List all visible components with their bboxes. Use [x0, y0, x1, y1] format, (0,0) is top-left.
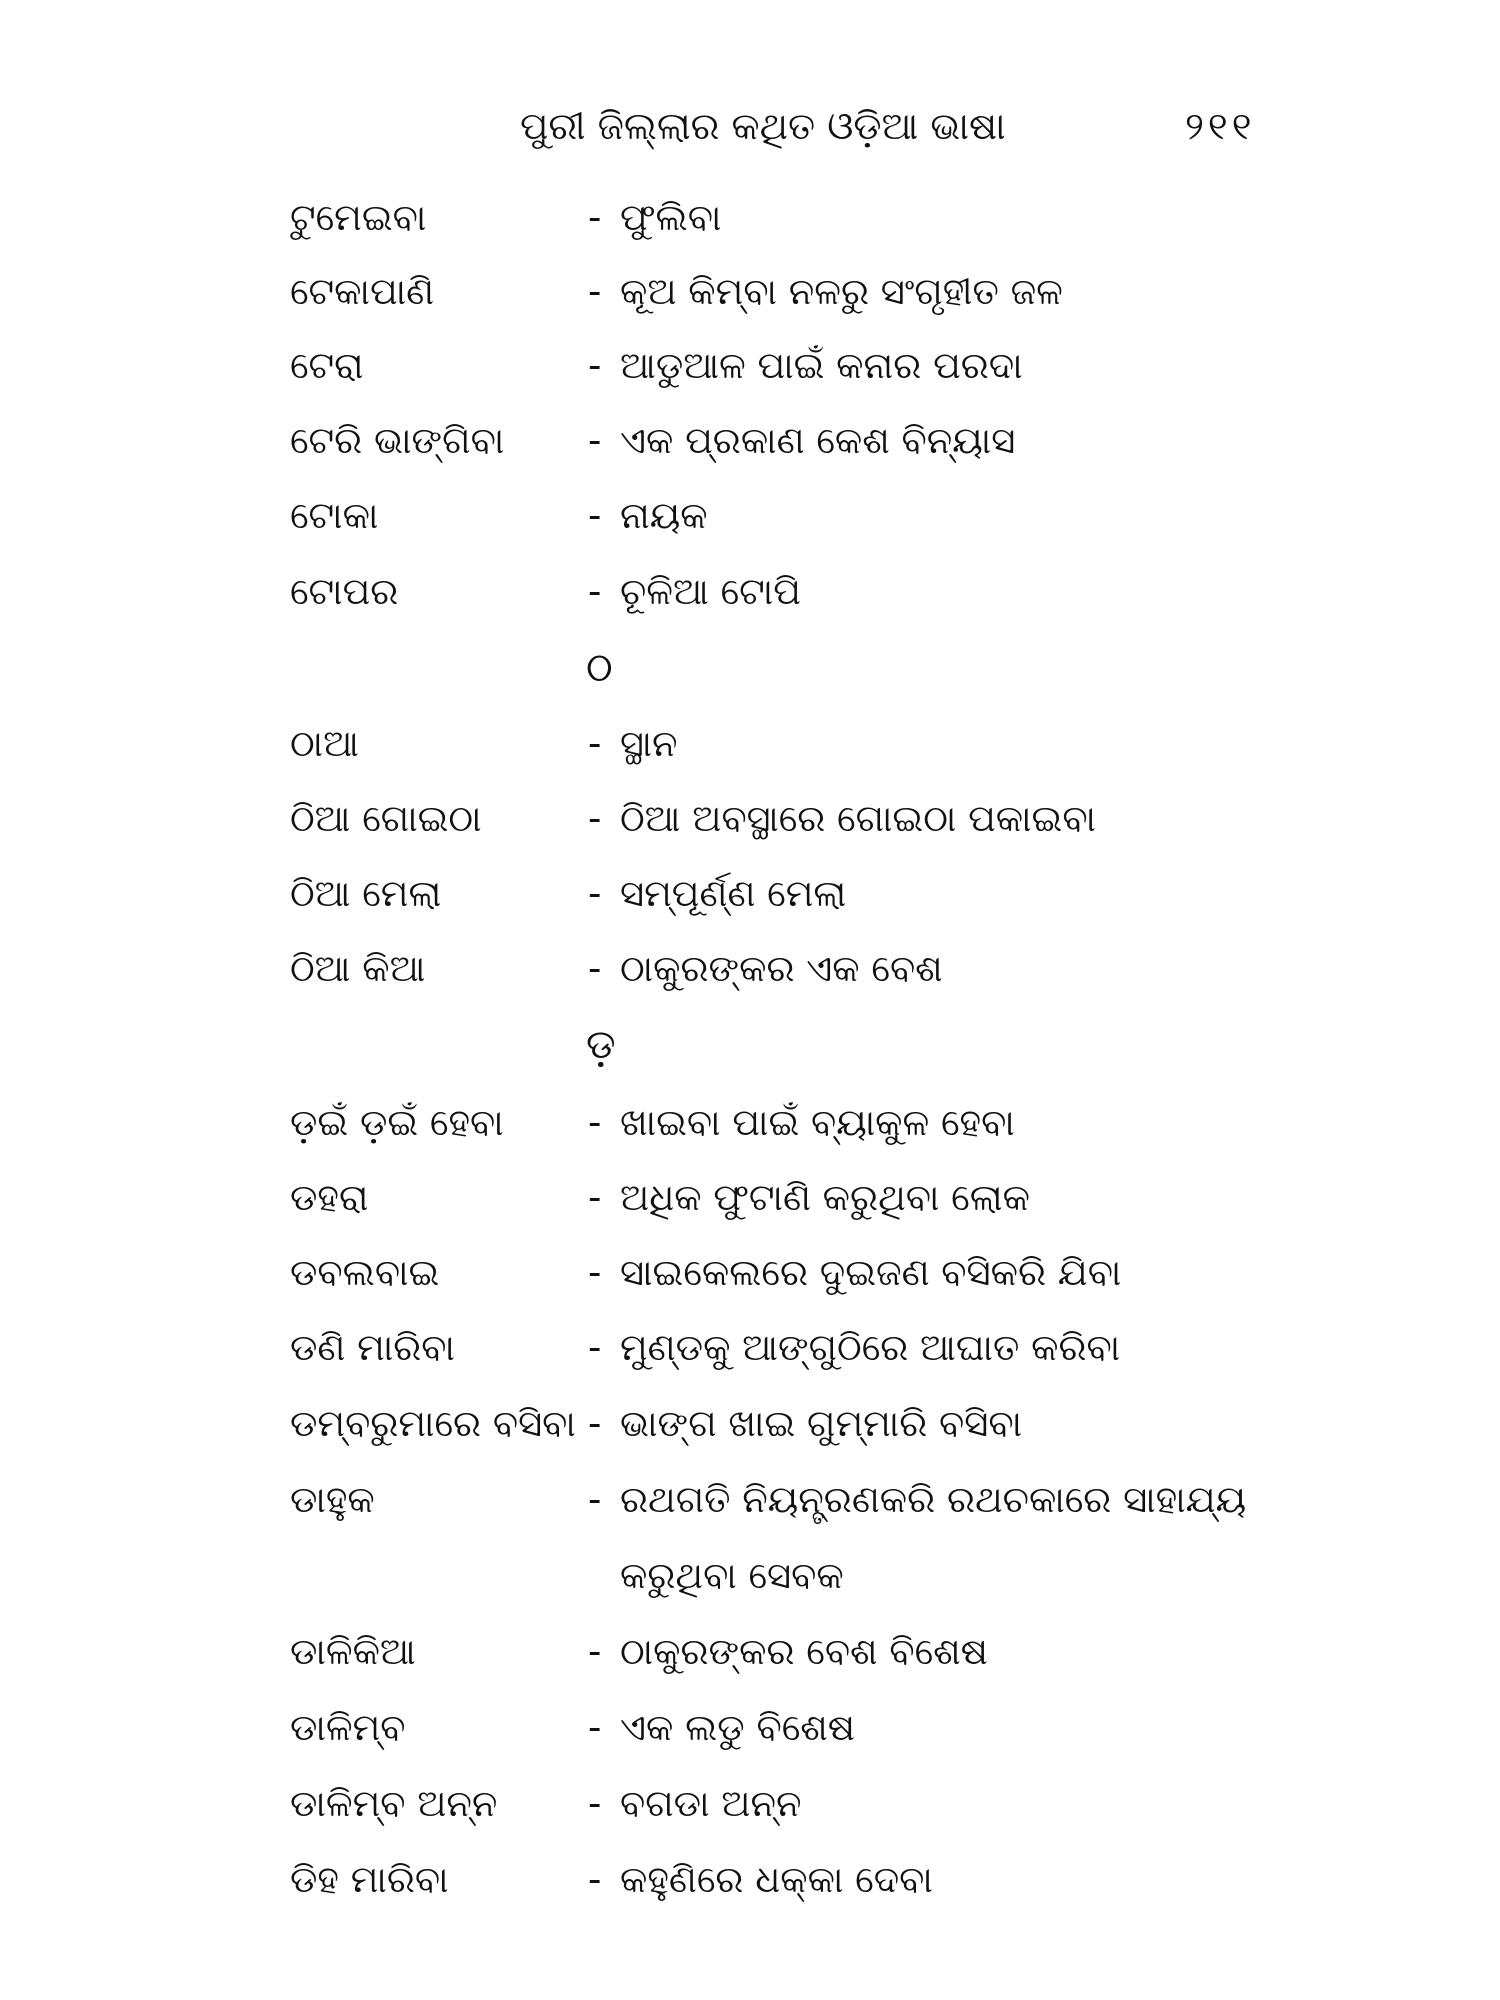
entry-meaning: ରଥଗତି ନିୟନ୍ତ୍ରଣକରି ରଥଚକାରେ ସାହାଯ୍ୟ କରୁଥିବା ସେବକ: [620, 1478, 1247, 1597]
glossary-entry: [0, 262, 1500, 322]
entry-meaning: କହୁଣିରେ ଧକ୍‌କା ଦେବା: [620, 1858, 933, 1901]
entry-meaning: ବଗଡା ଅନ୍ନ: [620, 1782, 802, 1825]
section-letter-da: ଡ଼: [586, 1022, 616, 1068]
entry-dash: -: [588, 196, 602, 239]
entry-dash: -: [588, 570, 602, 613]
entry-dash: -: [588, 797, 602, 840]
entry-meaning: ମୁଣ୍ଡକୁ ଆଙ୍ଗୁଠିରେ ଆଘାତ କରିବା: [620, 1326, 1121, 1369]
glossary-entry: [0, 1318, 1500, 1378]
entry-term: ଟୁମେଇବା: [290, 196, 427, 239]
glossary-entry: [0, 789, 1500, 849]
glossary-entry: [0, 562, 1500, 622]
entry-meaning: ଭାଙ୍ଗ ଖାଇ ଗୁମ୍‌ମାରି ବସିବା: [620, 1402, 1023, 1445]
glossary-entry: [0, 1093, 1500, 1153]
entry-term: ଡାଳିକିଆ: [290, 1630, 416, 1673]
entry-dash: -: [588, 270, 602, 313]
entry-meaning: ଏକ ପ୍ରକାଣ କେଶ ବିନ୍ୟାସ: [620, 419, 1016, 462]
glossary-entry: [0, 714, 1500, 774]
entry-meaning: ଖାଇବା ପାଇଁ ବ୍ୟାକୁଳ ହେବା: [620, 1101, 1015, 1144]
glossary-entry: [0, 1243, 1500, 1303]
entry-term: ଟେକାପାଣି: [290, 270, 435, 313]
entry-dash: -: [588, 1101, 602, 1144]
entry-term: ଡାଳିମ୍ବ: [290, 1706, 406, 1749]
glossary-entry: [0, 1168, 1500, 1228]
entry-dash: -: [588, 1858, 602, 1901]
entry-meaning: ଫୁଲିବା: [620, 196, 722, 239]
entry-dash: -: [588, 872, 602, 915]
entry-term: ଡାଳିମ୍ବ ଅନ୍ନ: [290, 1782, 498, 1825]
entry-term: ଠାଆ: [290, 722, 359, 765]
entry-dash: -: [588, 1706, 602, 1749]
entry-term: ଡହରା: [290, 1176, 369, 1219]
entry-dash: -: [588, 494, 602, 537]
entry-term: ଠିଆ କିଆ: [290, 947, 426, 990]
entry-dash: -: [588, 1176, 602, 1219]
entry-dash: -: [588, 722, 602, 765]
entry-dash: -: [588, 1326, 602, 1369]
entry-meaning: ଅଧିକ ଫୁଟାଣି କରୁଥିବା ଲୋକ: [620, 1176, 1030, 1219]
entry-meaning: ଆଡୁଆଳ ପାଇଁ କନାର ପରଦା: [620, 344, 1023, 387]
entry-term: ଠିଆ ଗୋଇଠା: [290, 797, 482, 840]
entry-dash: -: [588, 1630, 602, 1673]
entry-term: ଠିଆ ମେଲା: [290, 872, 442, 915]
entry-meaning: ଠିଆ ଅବସ୍ଥାରେ ଗୋଇଠା ପକାଇବା: [620, 797, 1096, 840]
entry-meaning: ଏକ ଲଡୁ ବିଶେଷ: [620, 1706, 856, 1749]
glossary-entry: [0, 1622, 1500, 1682]
entry-meaning: ସ୍ଥାନ: [620, 722, 678, 765]
entry-term: ଡାହୁକ: [290, 1478, 375, 1521]
glossary-entry: [0, 336, 1500, 396]
entry-meaning: ଠାକୁରଙ୍କର ଏକ ବେଶ: [620, 947, 943, 990]
entry-term: ଡମ୍ବରୁମାରେ ବସିବା: [290, 1402, 576, 1445]
entry-meaning: ସାଇକେଲରେ ଦୁଇଜଣ ବସିକରି ଯିବା: [620, 1251, 1122, 1294]
entry-meaning: ସମ୍ପୂର୍ଣ୍ଣ ମେଲା: [620, 872, 847, 915]
glossary-entry: [0, 939, 1500, 999]
page-number: ୨୧୧: [1185, 104, 1256, 148]
entry-dash: -: [588, 419, 602, 462]
entry-term: ଡଣି ମାରିବା: [290, 1326, 455, 1369]
entry-meaning: ନାୟକ: [620, 494, 708, 537]
entry-term: ଟୋକା: [290, 494, 379, 537]
entry-dash: -: [588, 947, 602, 990]
entry-term: ଟୋପର: [290, 570, 399, 613]
section-letter-tha: ଠ: [586, 645, 613, 691]
entry-term: ଡବଲବାଇ: [290, 1251, 440, 1294]
glossary-entry: [0, 411, 1500, 471]
entry-term: ଡିହ ମାରିବା: [290, 1858, 449, 1901]
running-title: ପୁରୀ ଜିଲ୍ଲାର କଥିତ ଓଡ଼ିଆ ଭାଷା: [520, 104, 1006, 148]
entry-term: ଡ଼ଇଁ ଡ଼ଇଁ ହେବା: [290, 1101, 504, 1144]
entry-dash: -: [588, 1478, 602, 1521]
entry-dash: -: [588, 1402, 602, 1445]
glossary-entry: [0, 1698, 1500, 1758]
entry-term: ଟେରା: [290, 344, 364, 387]
glossary-entry: [0, 1774, 1500, 1834]
entry-term: ଟେରି ଭାଙ୍ଗିବା: [290, 419, 505, 462]
entry-meaning: କୂଅ କିମ୍ବା ନଳରୁ ସଂଗୃହୀତ ଜଳ: [620, 270, 1063, 313]
entry-meaning: ଠାକୁରଙ୍କର ବେଶ ବିଶେଷ: [620, 1630, 988, 1673]
entry-dash: -: [588, 1251, 602, 1294]
glossary-entry: [0, 1394, 1500, 1454]
glossary-entry: [0, 864, 1500, 924]
glossary-entry: [0, 188, 1500, 248]
glossary-entry: [0, 1470, 1500, 1597]
glossary-entry: [0, 486, 1500, 546]
entry-dash: -: [588, 344, 602, 387]
entry-dash: -: [588, 1782, 602, 1825]
entry-meaning: ଚୂଳିଆ ଟୋପି: [620, 570, 801, 613]
glossary-entry: [0, 1850, 1500, 1910]
